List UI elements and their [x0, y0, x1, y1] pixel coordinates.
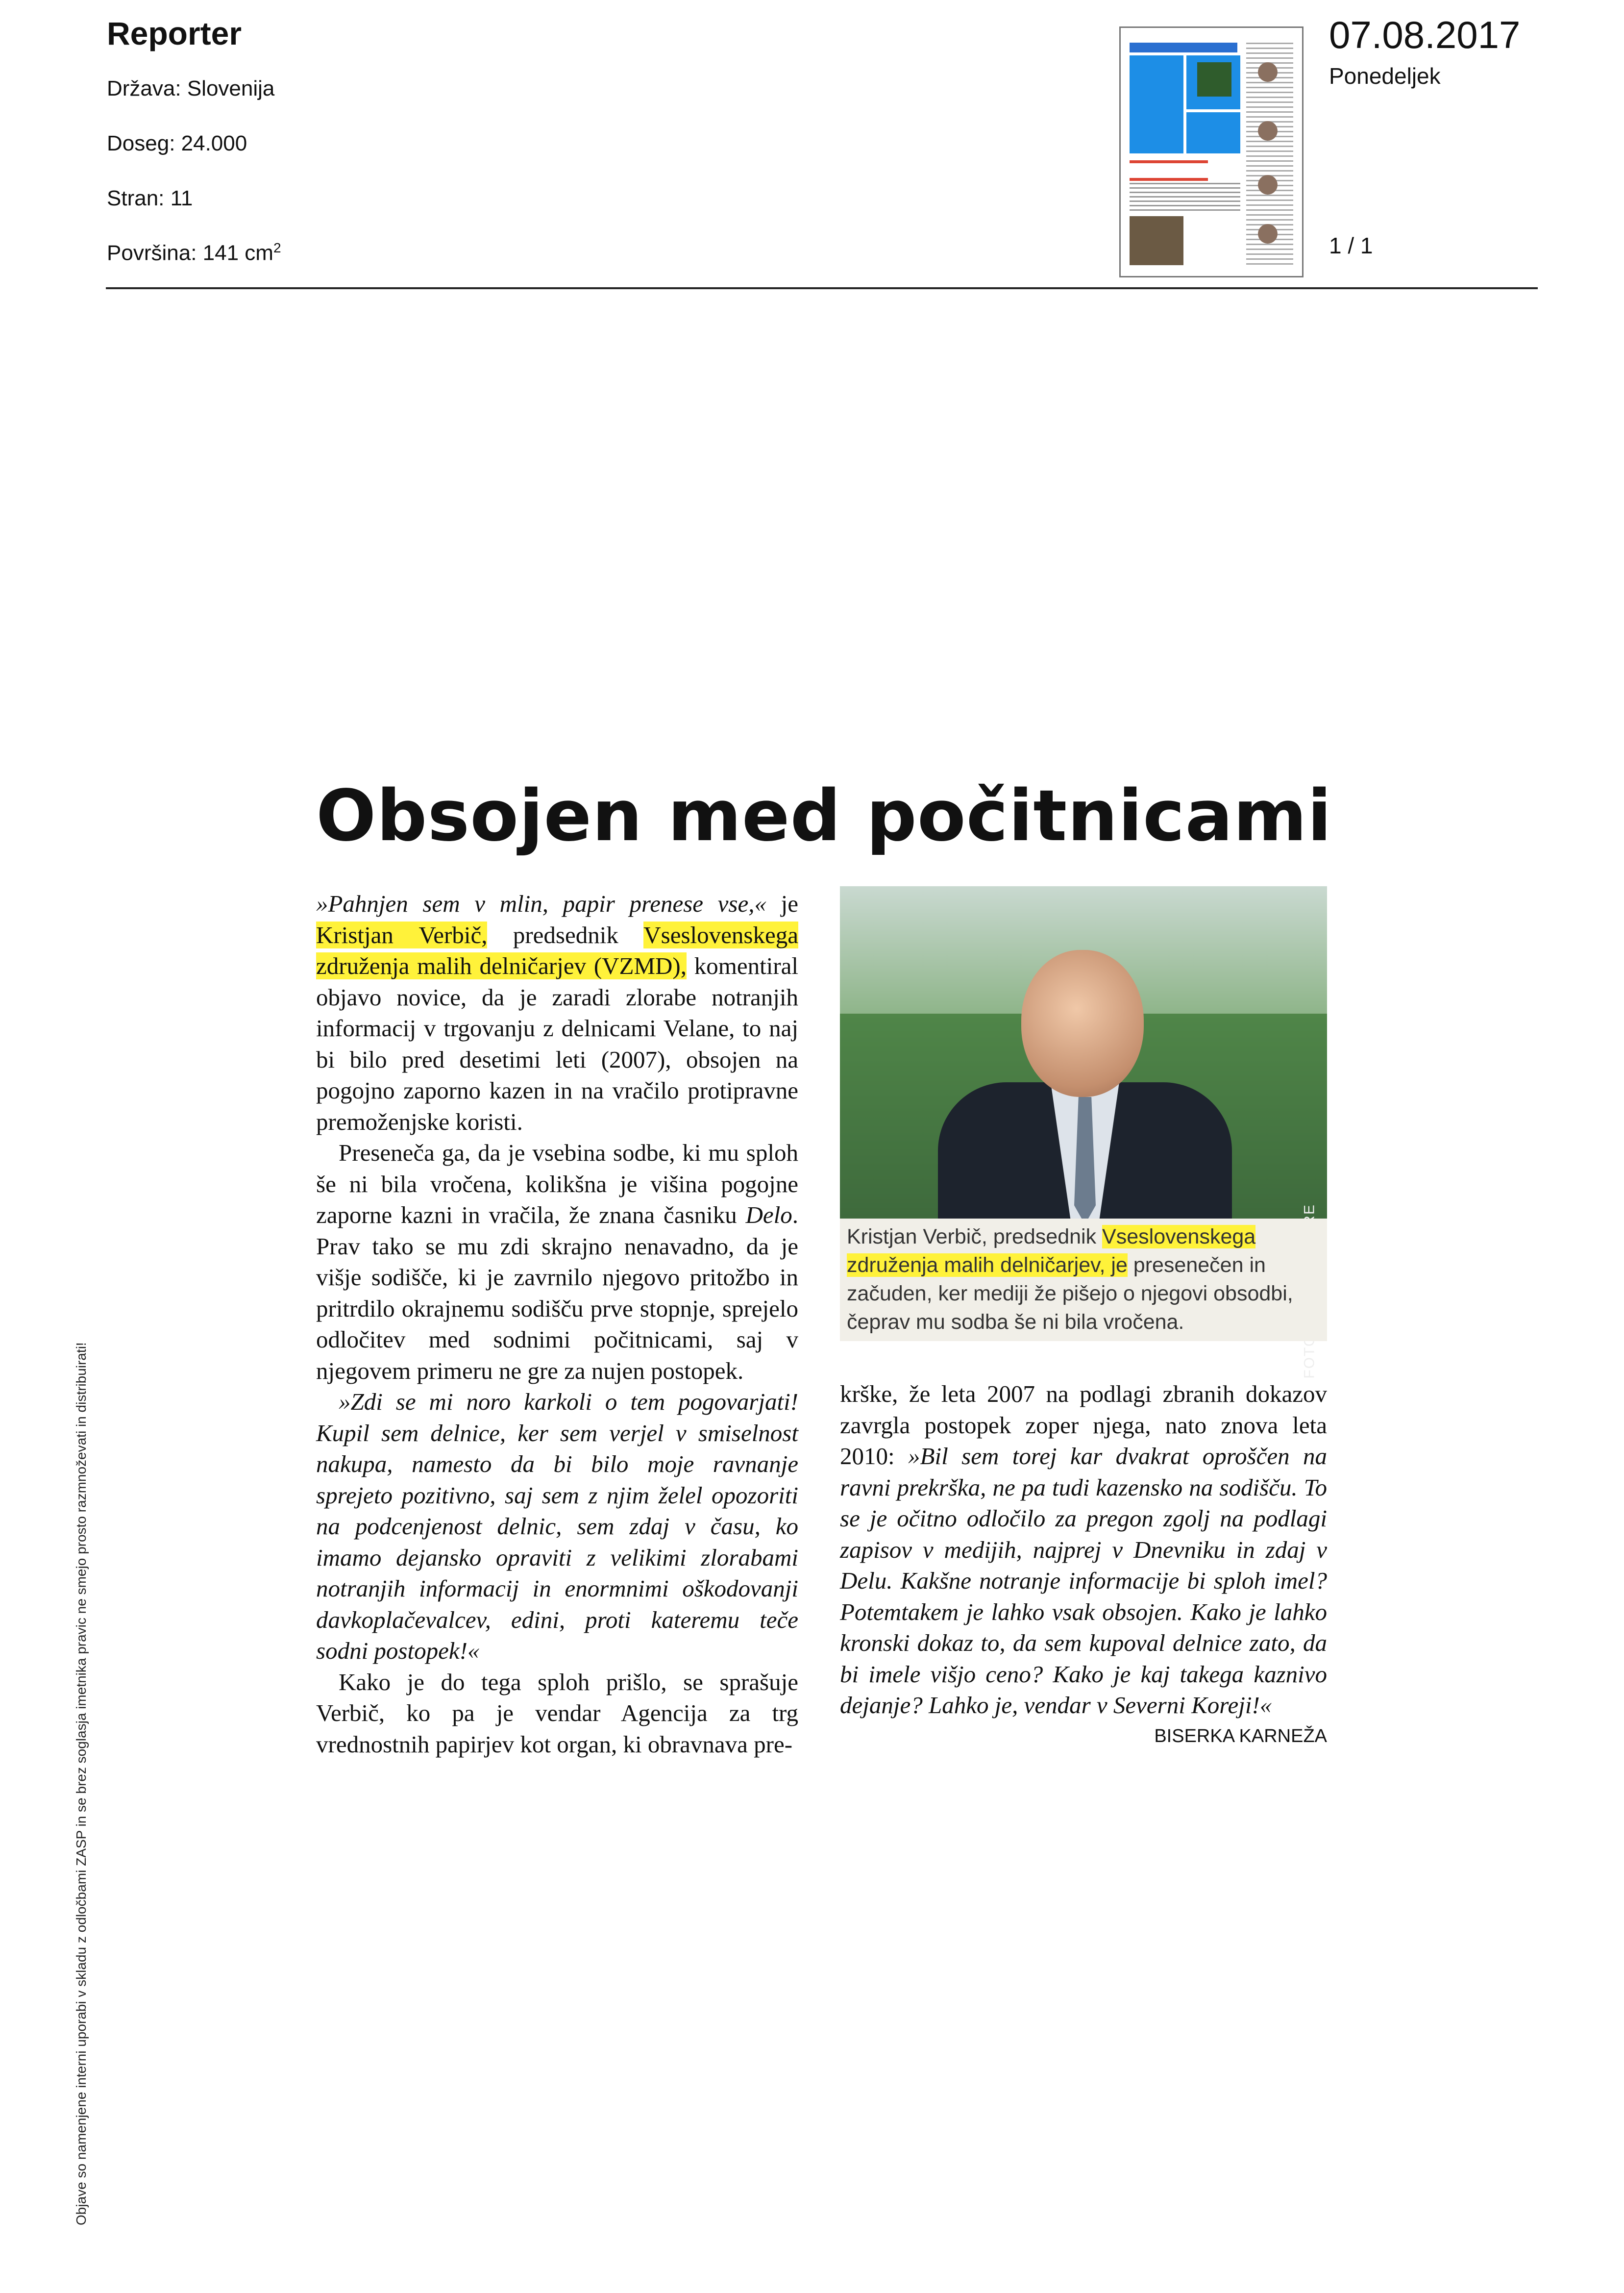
area-text: Površina: 141 cm	[107, 241, 273, 265]
area-sup: 2	[273, 240, 281, 255]
article-column-left	[316, 888, 798, 1760]
date: 07.08.2017	[1329, 13, 1521, 56]
country-label: Država: Slovenija	[107, 76, 275, 100]
paragraph-3: »Zdi se mi noro karkoli o tem pogovarjati! Kupil sem delnice, ker sem verjel v smiselnost nakupa, namesto da bi bilo moje ravnanje sprejeto pozitivno, saj sem z njim želel opozoriti na podcenjenost delnic, sem zdaj v času, ko imamo dejansko opraviti z velikimi zlorabami notranjih informacij in enormnimi oškodovanji davkoplačevalcev, edini, proti kateremu teče sodni postopek!«	[316, 1388, 798, 1664]
copyright-note: Objave so namenjene interni uporabi v skladu z odločbami ZASP in se brez soglasja imetnika pravic ne smejo prosto razmnoževati in distribuirati!	[74, 1342, 89, 2225]
page-count: 1 / 1	[1329, 233, 1373, 258]
paragraph-2: Preseneča ga, da je vsebina sodbe, ki mu sploh še ni bila vročena, kolikšna je višina pogojne zaporne kazni in vračila, že znana časniku Delo. Prav tako se mu zdi skrajno nenavadno, da je višje sodišče, ki je zavrnilo njegovo pritožbo in pritrdilo okrajnemu sodišču prve stopnje, sprejelo odločitev med sodnimi počitnicami, saj v njegovem primeru ne gre za nujen postopek.	[316, 1139, 798, 1384]
header-divider	[106, 287, 1538, 289]
paragraph-5: krške, že leta 2007 na podlagi zbranih dokazov zavrgla postopek zoper njega, nato znova leta 2010: »Bil sem torej kar dvakrat oproščen na ravni prekrška, ne pa tudi kazensko na sodišču. To se je očitno odločilo za pregon zgolj na podlagi zapisov v medijih, najprej v Dnevniku in zdaj v Delu. Kakšne notranje informacije bi sploh imel? Potemtakem je lahko vsak obsojen. Kako je lahko kronski dokaz to, da sem kupoval delnice zato, da bi imele višjo ceno? Kako je kaj takega kaznivo dejanje? Lahko je, vendar v Severni Koreji!« BISERKA KARNEŽA	[840, 1378, 1327, 1721]
highlight-name: Kristjan Verbič,	[316, 921, 488, 948]
reach-label: Doseg: 24.000	[107, 131, 247, 155]
byline: BISERKA KARNEŽA	[1154, 1725, 1327, 1746]
photo-caption: Kristjan Verbič, predsednik Vseslovenskega združenja malih delničarjev, je presenečen in začuden, ker mediji že pišejo o njegovi obsodbi, čeprav mu sodba še ni bila vročena.	[840, 1219, 1327, 1341]
article-column-right	[840, 1378, 1327, 1752]
area-label	[107, 240, 281, 266]
article-title: Obsojen med počitnicami	[316, 774, 1332, 857]
highlight-org: Vseslovenskega združenja malih delničarjev (VZMD),	[316, 921, 798, 979]
paragraph-4: Kako je do tega sploh prišlo, se sprašuje Verbič, ko pa je vendar Agencija za trg vrednostnih papirjev kot organ, ki obravnava pre-	[316, 1668, 798, 1758]
page-label: Stran: 11	[107, 186, 193, 210]
publication-name: Reporter	[107, 15, 242, 51]
paragraph-1: »Pahnjen sem v mlin, papir prenese vse,« je Kristjan Verbič, predsednik Vseslovenskega združenja malih delničarjev (VZMD), komentiral objavo novice, da je zaradi zlorabe notranjih informacij v trgovanju z delnicami Velane, to naj bi bilo pred desetimi leti (2007), obsojen na pogojno zaporno kazen in na vračilo protipravne premoženjske koristi.	[316, 890, 798, 1135]
page-thumbnail[interactable]	[1119, 26, 1304, 277]
caption-highlight: Vseslovenskega združenja malih delničarjev, je	[847, 1225, 1256, 1277]
weekday: Ponedeljek	[1329, 63, 1441, 89]
article-photo	[840, 886, 1327, 1219]
